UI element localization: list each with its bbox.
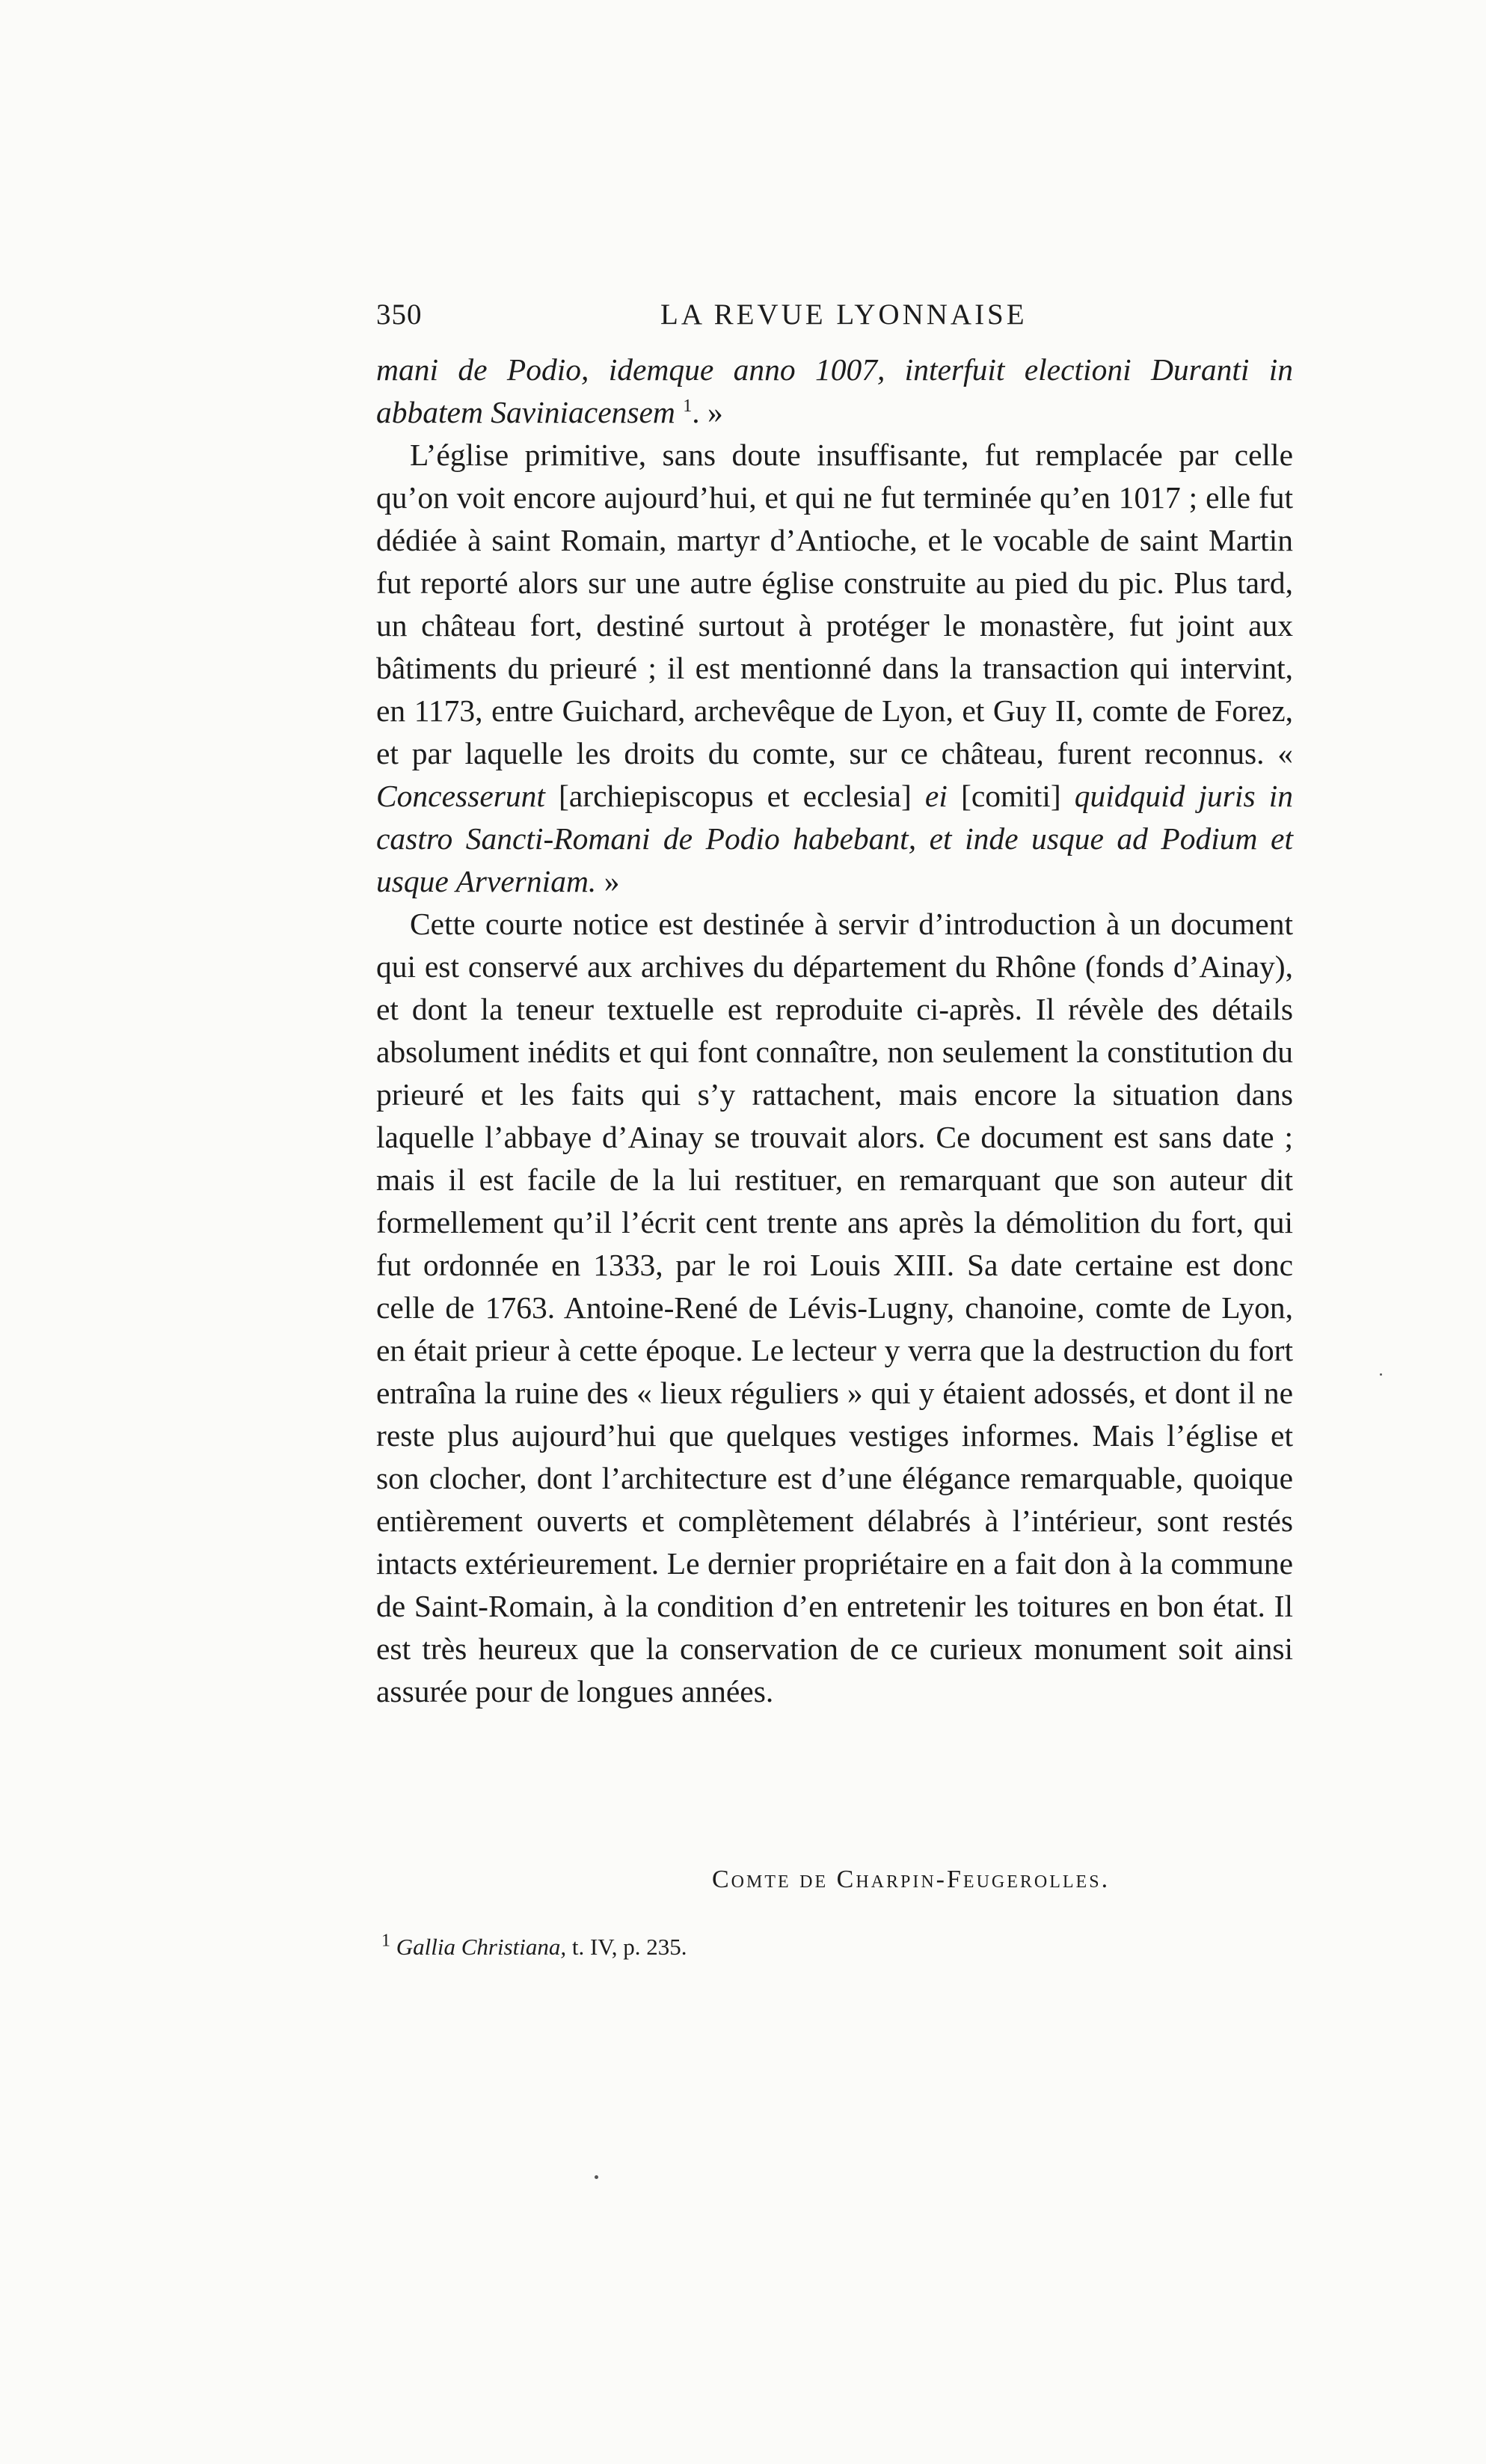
paper-speck [1380, 1373, 1382, 1376]
footnote-marker: 1 [381, 1931, 390, 1951]
body-text [376, 349, 1293, 1713]
running-title: LA REVUE LYONNAISE [660, 298, 1028, 331]
page-number: 350 [376, 298, 423, 331]
footnote-reference: 1 [683, 396, 693, 417]
footnote [381, 1931, 687, 1961]
paragraph-1 [376, 349, 1293, 434]
footnote-reference-detail: t. IV, p. 235. [566, 1934, 687, 1960]
author-signature: Comte de Charpin-Feugerolles. [712, 1866, 1111, 1893]
quote-open: « [1277, 736, 1294, 770]
paragraph-3: Cette courte notice est destinée à servir d’introduction à un document qui est conservé aux archives du département du Rhône (fonds d’Ainay), et dont la teneur textuelle est reproduite ci-après. Il révèle des détails absolument inédits et qui font connaître, non seulement la constitution du prieuré et les faits qui s’y rattachent, mais encore la situation dans laquelle l’abbaye d’Ainay se trouvait alors. Ce document est sans date ; mais il est facile de la lui restituer, en remarquant que son auteur dit formellement qu’il l’écrit cent trente ans après la démolition du fort, qui fut ordonnée en 1333, par le roi Louis XIII. Sa date certaine est donc celle de 1763. Antoine-René de Lévis-Lugny, chanoine, comte de Lyon, en était prieur à cette époque. Le lecteur y verra que la destruction du fort entraîna la ruine des « lieux réguliers » qui y étaient adossés, et dont il ne reste plus aujourd’hui que quelques vestiges informes. Mais l’église et son clocher, dont l’architecture est d’une élégance remarquable, quoique entièrement ouverts et complètement délabrés à l’intérieur, sont restés intacts extérieurement. Le dernier propriétaire en a fait don à la commune de Saint-Romain, à la condition d’en entretenir les toitures en bon état. Il est très heureux que la conservation de ce curieux monument soit ainsi assurée pour de longues années. [376, 907, 1293, 1708]
quote-close-2: » [596, 864, 620, 898]
latin-quote-end: mani de Podio, idemque anno 1007, interfuit electioni Duranti in abbatem Saviniacensem [376, 352, 1293, 429]
paragraph-2 [376, 434, 1293, 903]
latin-quote-part-3: quidquid juris in castro Sancti-Romani de Podio habebant, et inde usque ad Podium et usque Arverniam. [376, 779, 1293, 898]
latin-quote-part-1: Concesserunt [376, 779, 545, 813]
latin-bracket-2: [comiti] [947, 779, 1075, 813]
footnote-title: Gallia Christiana, [396, 1934, 567, 1960]
latin-bracket-1: [archiepiscopus et ecclesia] [544, 779, 925, 813]
quote-close: . » [692, 395, 723, 429]
latin-quote-part-2: ei [924, 779, 948, 813]
page-header [376, 298, 1293, 337]
paragraph-2-text: L’église primitive, sans doute insuffisante, fut remplacée par celle qu’on voit encore aujourd’hui, et qui ne fut terminée qu’en 1017 ; elle fut dédiée à saint Romain, martyr d’Antioche, et le vocable de saint Martin fut reporté alors sur une autre église construite au pied du pic. Plus tard, un château fort, destiné surtout à protéger le monastère, fut joint aux bâtiments du prieuré ; il est mentionné dans la transaction qui intervint, en 1173, entre Guichard, archevêque de Lyon, et Guy II, comte de Forez, et par laquelle les droits du comte, sur ce château, furent reconnus. [376, 438, 1293, 770]
paper-speck [595, 2175, 598, 2179]
